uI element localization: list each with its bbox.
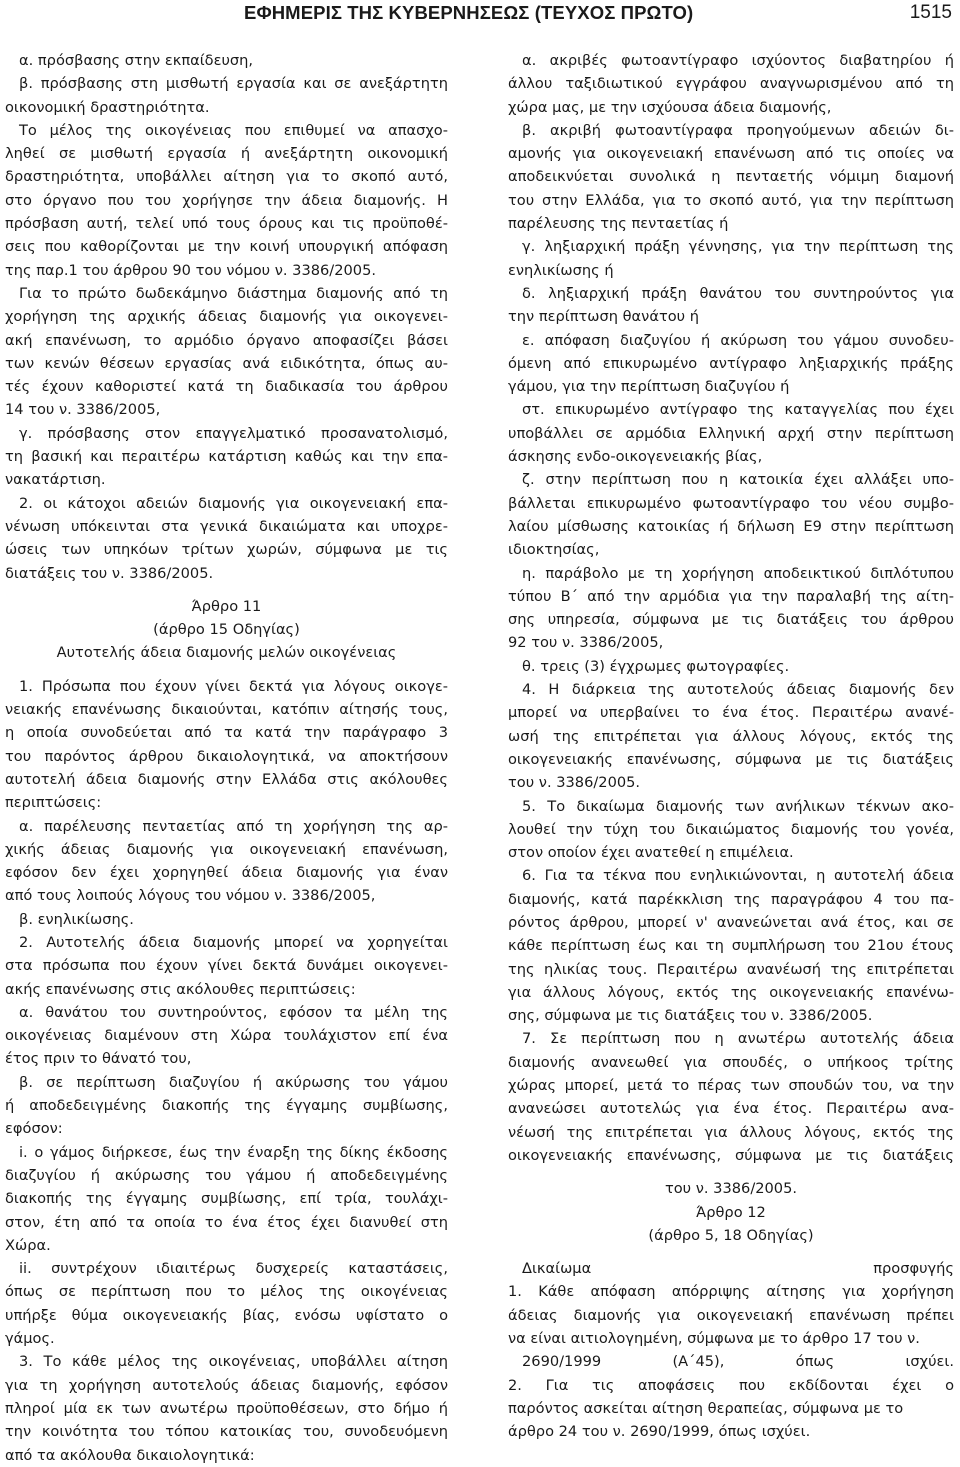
right-column-line-51: (άρθρο 5, 18 Οδηγίας): [648, 1226, 814, 1244]
right-column-line-5: αμονής για οικογενειακή επανένωση από τις οποίες να: [508, 145, 954, 163]
left-column-line-8: πρόσβαση αυτή, τελεί υπό τους όρους και τις προϋποθέ-: [5, 215, 448, 233]
left-column-line-43: έτος πριν το θάνατό του,: [5, 1050, 192, 1068]
right-column-line-37: διαμονής, κατά παρέκκλιση της παραγράφου 4 του πα-: [508, 890, 954, 908]
right-column-line-54: άδειας διαμονής για οικογενειακή επανένωση πρέπει: [508, 1306, 954, 1324]
right-column-line-33: 5. Το δικαίωμα διαμονής των ανήλικων τέκνων ακο-: [522, 797, 954, 815]
right-column-line-27: θ. τρεις (3) έγχρωμες φωτογραφίες.: [522, 657, 790, 675]
left-column-line-40: ακής επανένωσης στις ακόλουθες περιπτώσεις:: [5, 980, 356, 998]
left-column-line-4: Το μέλος της οικογένειας που επιθυμεί να απασχο-: [19, 121, 448, 139]
left-column-line-42: οικογένειας διαμένουν στη Χώρα τουλάχιστον επί ένα: [5, 1027, 448, 1045]
right-column-line-4: β. ακριβή φωτοαντίγραφα προηγούμενων αδειών δι-: [522, 121, 954, 139]
right-column-line-42: σης, σύμφωνα με τις διατάξεις του ν. 3386/2005.: [508, 1007, 873, 1025]
right-column-line-19: ζ. στην περίπτωση που η κατοικία έχει αλλάξει υπο-: [522, 471, 954, 489]
right-column-line-29: μπορεί να υπερβαίνει το ένα έτος. Περαιτέρω ανανέ-: [508, 704, 954, 722]
left-column-line-31: αυτοτελή άδεια διαμονής στην Ελλάδα στις ακόλουθες: [5, 770, 448, 788]
page-number: 1515: [909, 2, 952, 23]
left-column-line-32: περιπτώσεις:: [5, 794, 102, 812]
right-column-line-53: 1. Κάθε απόφαση απόρριψης αίτησης για χορήγηση: [508, 1283, 954, 1301]
left-column-line-21: νένωση υπόκεινται στα γενικά δικαιώματα και υποχρε-: [5, 517, 448, 535]
right-column: [508, 49, 954, 1444]
right-column-line-18: άσκησης ενδο-οικογενειακής βίας,: [508, 448, 763, 466]
left-column-line-15: τές έχουν καθοριστεί κατά τη διαδικασία του άρθρου: [5, 378, 448, 396]
right-column-line-40: της ηλικίας τους. Περαιτέρω ανανέωσή της επιτρέπεται: [508, 960, 954, 978]
left-column-line-14: των κενών θέσεων εργασίας ανά ειδικότητα, όπως αυ-: [5, 354, 448, 372]
right-column-line-24: τύπου Β΄ από την αρμόδια για την παραλαβή της αίτη-: [508, 587, 954, 605]
left-column-line-25: (άρθρο 15 Οδηγίας): [153, 621, 300, 639]
left-column-line-24: Άρθρο 11: [191, 597, 262, 615]
right-column-line-30: ωσή της επιτρέπεται για άλλους λόγους, εκτός της: [508, 727, 954, 745]
right-column-line-49: του ν. 3386/2005.: [664, 1180, 798, 1198]
left-column-line-30: του παρόντος άρθρου δικαιολογητικά, να αποκτήσουν: [5, 747, 448, 765]
right-column-line-48: οικογενειακής επανένωσης, σύμφωνα με τις διατάξεις: [508, 1146, 954, 1164]
left-column-line-55: γάμος.: [5, 1330, 55, 1348]
right-column-line-9: γ. ληξιαρχική πράξη γέννησης, για την περίπτωση της: [522, 238, 954, 256]
left-column-line-20: 2. οι κάτοχοι αδειών διαμονής για οικογενειακή επα-: [19, 494, 448, 512]
right-column-line-20: βάλλεται επικυρωμένο φωτοαντίγραφο του νέου συμβο-: [508, 494, 954, 512]
left-column-line-19: νακατάρτιση.: [5, 471, 106, 489]
right-column-line-56: 2690/1999 (Α΄45), όπως ισχύει.: [522, 1353, 954, 1371]
right-column-line-34: λουθεί την τύχη του δικαιώματος διαμονής του γονέα,: [508, 820, 954, 838]
left-column-line-33: α. παρέλευσης πενταετίας από τη χορήγηση της αρ-: [19, 817, 448, 835]
left-column-line-26: Αυτοτελής άδεια διαμονής μελών οικογένειας: [56, 644, 397, 662]
right-column-line-10: ενηλικίωσης ή: [508, 261, 614, 279]
right-column-line-6: αποδεικνύεται συνολικά η πενταετής νόμιμη διαμονή: [508, 168, 954, 186]
page-header: [0, 2, 960, 30]
left-column-line-57: για τη χορήγηση αυτοτελούς άδειας διαμονής, εφόσον: [5, 1376, 448, 1394]
left-column-line-22: ώσεις των υπηκόων τρίτων χωρών, σύμφωνα με τις: [5, 541, 448, 559]
left-column-line-12: χορήγηση της αρχικής άδειας διαμονής για οικογενει-: [5, 308, 448, 326]
left-column: [5, 49, 448, 1467]
right-column-line-45: χώρας μπορεί, μετά το πέρας των σπουδών του, να την: [508, 1077, 954, 1095]
right-column-line-11: δ. ληξιαρχική πράξη θανάτου του συντηρούντος για: [522, 284, 954, 302]
right-column-line-57: 2. Για τις αποφάσεις που εκδίδονται έχει ο: [508, 1376, 954, 1394]
left-column-line-54: υπήρξε θύμα οικογενειακής βίας, ενόσω υφίστατο ο: [5, 1306, 448, 1324]
left-column-line-44: β. σε περίπτωση διαζυγίου ή ακύρωσης του γάμου: [19, 1073, 448, 1091]
left-column-line-51: Χώρα.: [5, 1236, 51, 1254]
left-column-line-38: 2. Αυτοτελής άδεια διαμονής μπορεί να χορηγείται: [19, 933, 448, 951]
left-column-line-49: διακοπής της έγγαμης συμβίωσης, επί τρία, τουλάχι-: [5, 1190, 448, 1208]
left-column-line-58: πληροί μία εκ των ανωτέρω προϋποθέσεων, στο δήμο ή: [5, 1399, 448, 1417]
left-column-line-11: Για το πρώτο δωδεκάμηνο διάστημα διαμονής από τη: [19, 284, 448, 302]
left-column-line-13: ακή επανένωση, το αρμόδιο όργανο αποφασίζει βάσει: [5, 331, 448, 349]
left-column-line-50: στον, έτη από τα οποία το ένα έτος έχει διανυθεί στη: [5, 1213, 448, 1231]
right-column-line-55: να είναι αιτιολογημένη, σύμφωνα με το άρθρο 17 του ν.: [508, 1330, 920, 1348]
left-column-line-17: γ. πρόσβασης στον επαγγελματικό προσανατολισμό,: [19, 424, 448, 442]
right-column-line-12: την περίπτωση θανάτου ή: [508, 308, 700, 326]
left-column-line-27: 1. Πρόσωπα που έχουν γίνει δεκτά για λόγους οικογε-: [19, 677, 448, 695]
right-column-line-50: Άρθρο 12: [696, 1203, 766, 1221]
left-column-line-35: εφόσον δεν έχει χορηγηθεί άδεια διαμονής για έναν: [5, 864, 448, 882]
right-column-line-43: 7. Σε περίπτωση που η ανωτέρω αυτοτελής άδεια: [522, 1030, 954, 1048]
left-column-line-45: ή αποδεδειγμένης διακοπής της έγγαμης συμβίωσης,: [5, 1097, 448, 1115]
right-column-line-23: η. παράβολο με τη χορήγηση αποδεικτικού διπλότυπου: [522, 564, 954, 582]
left-column-line-46: εφόσον:: [5, 1120, 63, 1138]
right-column-line-7: του στην Ελλάδα, για το σκοπό αυτό, για την περίπτωση: [508, 191, 954, 209]
right-column-line-14: όμενη από επικυρωμένο αντίγραφο ληξιαρχικής πράξης: [508, 354, 954, 372]
left-column-line-39: στα πρόσωπα που έχουν γίνει δεκτά δυνάμει οικογενει-: [5, 957, 448, 975]
left-column-line-28: νειακής επανένωσης δικαιούνται, κατόπιν αίτησής τους,: [5, 701, 448, 719]
left-column-line-47: i. ο γάμος διήρκεσε, έως την έναρξη της δίκης έκδοσης: [19, 1143, 448, 1161]
left-column-line-52: ii. συντρέχουν ιδιαιτέρως δυσχερείς καταστάσεις,: [19, 1260, 448, 1278]
right-column-line-22: ιδιοκτησίας,: [508, 541, 600, 559]
right-column-line-2: άλλου ταξιδιωτικού εγγράφου αναγνωρισμένου από τη: [508, 75, 954, 93]
left-column-line-23: διατάξεις του ν. 3386/2005.: [5, 564, 214, 582]
left-column-line-6: δραστηριότητα, υποβάλλει αίτηση για το σκοπό αυτό,: [5, 168, 448, 186]
right-column-line-1: α. ακριβές φωτοαντίγραφο ισχύοντος διαβατηρίου ή: [522, 52, 954, 69]
right-column-line-35: στον οποίον έχει ανατεθεί η επιμέλεια.: [508, 844, 794, 862]
right-column-line-21: λαίου μίσθωσης κατοικίας ή δήλωση Ε9 στην περίπτωση: [508, 517, 954, 535]
right-column-line-36: 6. Για τα τέκνα που ενηλικιώνονται, η αυτοτελή άδεια: [522, 867, 954, 885]
right-column-line-46: ανανεώσει αυτοτελώς για ένα έτος. Περαιτέρω ανα-: [508, 1100, 954, 1118]
left-column-line-48: διαζυγίου ή ακύρωσης του γάμου ή αποδεδειγμένης: [5, 1166, 448, 1184]
left-column-line-41: α. θανάτου του συντηρούντος, εφόσον τα μέλη της: [19, 1003, 448, 1021]
left-column-line-10: της παρ.1 του άρθρου 90 του νόμου ν. 3386/2005.: [5, 261, 377, 279]
left-column-line-2: β. πρόσβασης στη μισθωτή εργασία και σε ανεξάρτητη: [19, 75, 448, 93]
right-column-line-28: 4. Η διάρκεια της αυτοτελούς άδειας διαμονής δεν: [522, 681, 954, 699]
left-column-line-37: β. ενηλικίωσης.: [19, 910, 134, 928]
right-column-line-52: Δικαίωμα προσφυγής: [522, 1260, 954, 1278]
running-title: ΕΦΗΜΕΡΙΣ ΤΗΣ ΚΥΒΕΡΝΗΣΕΩΣ (ΤΕΥΧΟΣ ΠΡΩΤΟ): [244, 2, 694, 23]
right-column-line-39: κάθε περίπτωση έως και τη συμπλήρωση του 21ου έτους: [508, 937, 954, 955]
right-column-line-59: άρθρο 24 του ν. 2690/1999, όπως ισχύει.: [508, 1423, 811, 1441]
right-column-line-26: 92 του ν. 3386/2005,: [508, 634, 664, 652]
right-column-line-41: για άλλους λόγους, εκτός της οικογενειακής επανένω-: [508, 983, 954, 1001]
right-column-line-16: στ. επικυρωμένο αντίγραφο της καταγγελίας που έχει: [522, 401, 954, 419]
left-column-line-29: η οποία συνοδεύεται από τα κατά την παράγραφο 3: [5, 724, 448, 742]
left-column-line-60: από τα ακόλουθα δικαιολογητικά:: [5, 1446, 255, 1464]
left-column-line-7: στο όργανο που του χορήγησε την άδεια διαμονής. Η: [5, 191, 448, 209]
left-column-line-16: 14 του ν. 3386/2005,: [5, 401, 161, 419]
right-column-line-44: διαμονής ανανεωθεί για σπουδές, ο υπήκοος τρίτης: [508, 1053, 954, 1071]
right-column-line-31: οικογενειακής επανένωσης, σύμφωνα με τις διατάξεις: [508, 750, 954, 768]
left-column-line-1: α. πρόσβασης στην εκπαίδευση,: [19, 52, 254, 69]
left-column-line-18: τη βασική και περαιτέρω κατάρτιση καθώς και την επα-: [5, 448, 448, 466]
right-column-line-3: χώρα μας, με την ισχύουσα άδεια διαμονής,: [508, 98, 832, 116]
left-column-line-53: όπως σε περίπτωση που το μέλος της οικογένειας: [5, 1283, 448, 1301]
right-column-line-17: υποβάλλει σε αρμόδια Ελληνική αρχή στην περίπτωση: [508, 424, 954, 442]
left-column-line-9: σεις που καθορίζονται με την κοινή υπουργική απόφαση: [5, 238, 448, 256]
left-column-line-59: την κοινότητα του τόπου κατοικίας του, συνοδευόμενη: [5, 1423, 448, 1441]
left-column-line-3: οικονομική δραστηριότητα.: [5, 98, 210, 116]
right-column-line-47: νέωσή της επιτρέπεται για άλλους λόγους, εκτός της: [508, 1123, 954, 1141]
left-column-line-36: από τους λοιπούς λόγους του νόμου ν. 3386/2005,: [5, 887, 376, 905]
right-column-line-32: του ν. 3386/2005.: [508, 774, 641, 792]
right-column-line-25: σης υπηρεσία, σύμφωνα με τις διατάξεις του άρθρου: [508, 611, 954, 629]
right-column-line-58: παρόντος ασκείται αίτηση θεραπείας, σύμφωνα με το: [508, 1399, 904, 1417]
left-column-line-5: ληθεί σε μισθωτή εργασία ή ανεξάρτητη οικονομική: [5, 145, 448, 163]
left-column-line-34: χικής άδειας διαμονής για οικογενειακή επανένωση,: [5, 840, 448, 858]
right-column-line-15: γάμου, για την περίπτωση διαζυγίου ή: [508, 378, 790, 396]
right-column-line-38: ρόντος άρθρου, μπορεί ν' ανανεώνεται ανά έτος, και σε: [508, 913, 954, 931]
right-column-line-13: ε. απόφαση διαζυγίου ή ακύρωση του γάμου συνοδευ-: [522, 331, 954, 349]
right-column-line-8: παρέλευσης της πενταετίας ή: [508, 215, 729, 233]
left-column-line-56: 3. Το κάθε μέλος της οικογένειας, υποβάλλει αίτηση: [19, 1353, 448, 1371]
